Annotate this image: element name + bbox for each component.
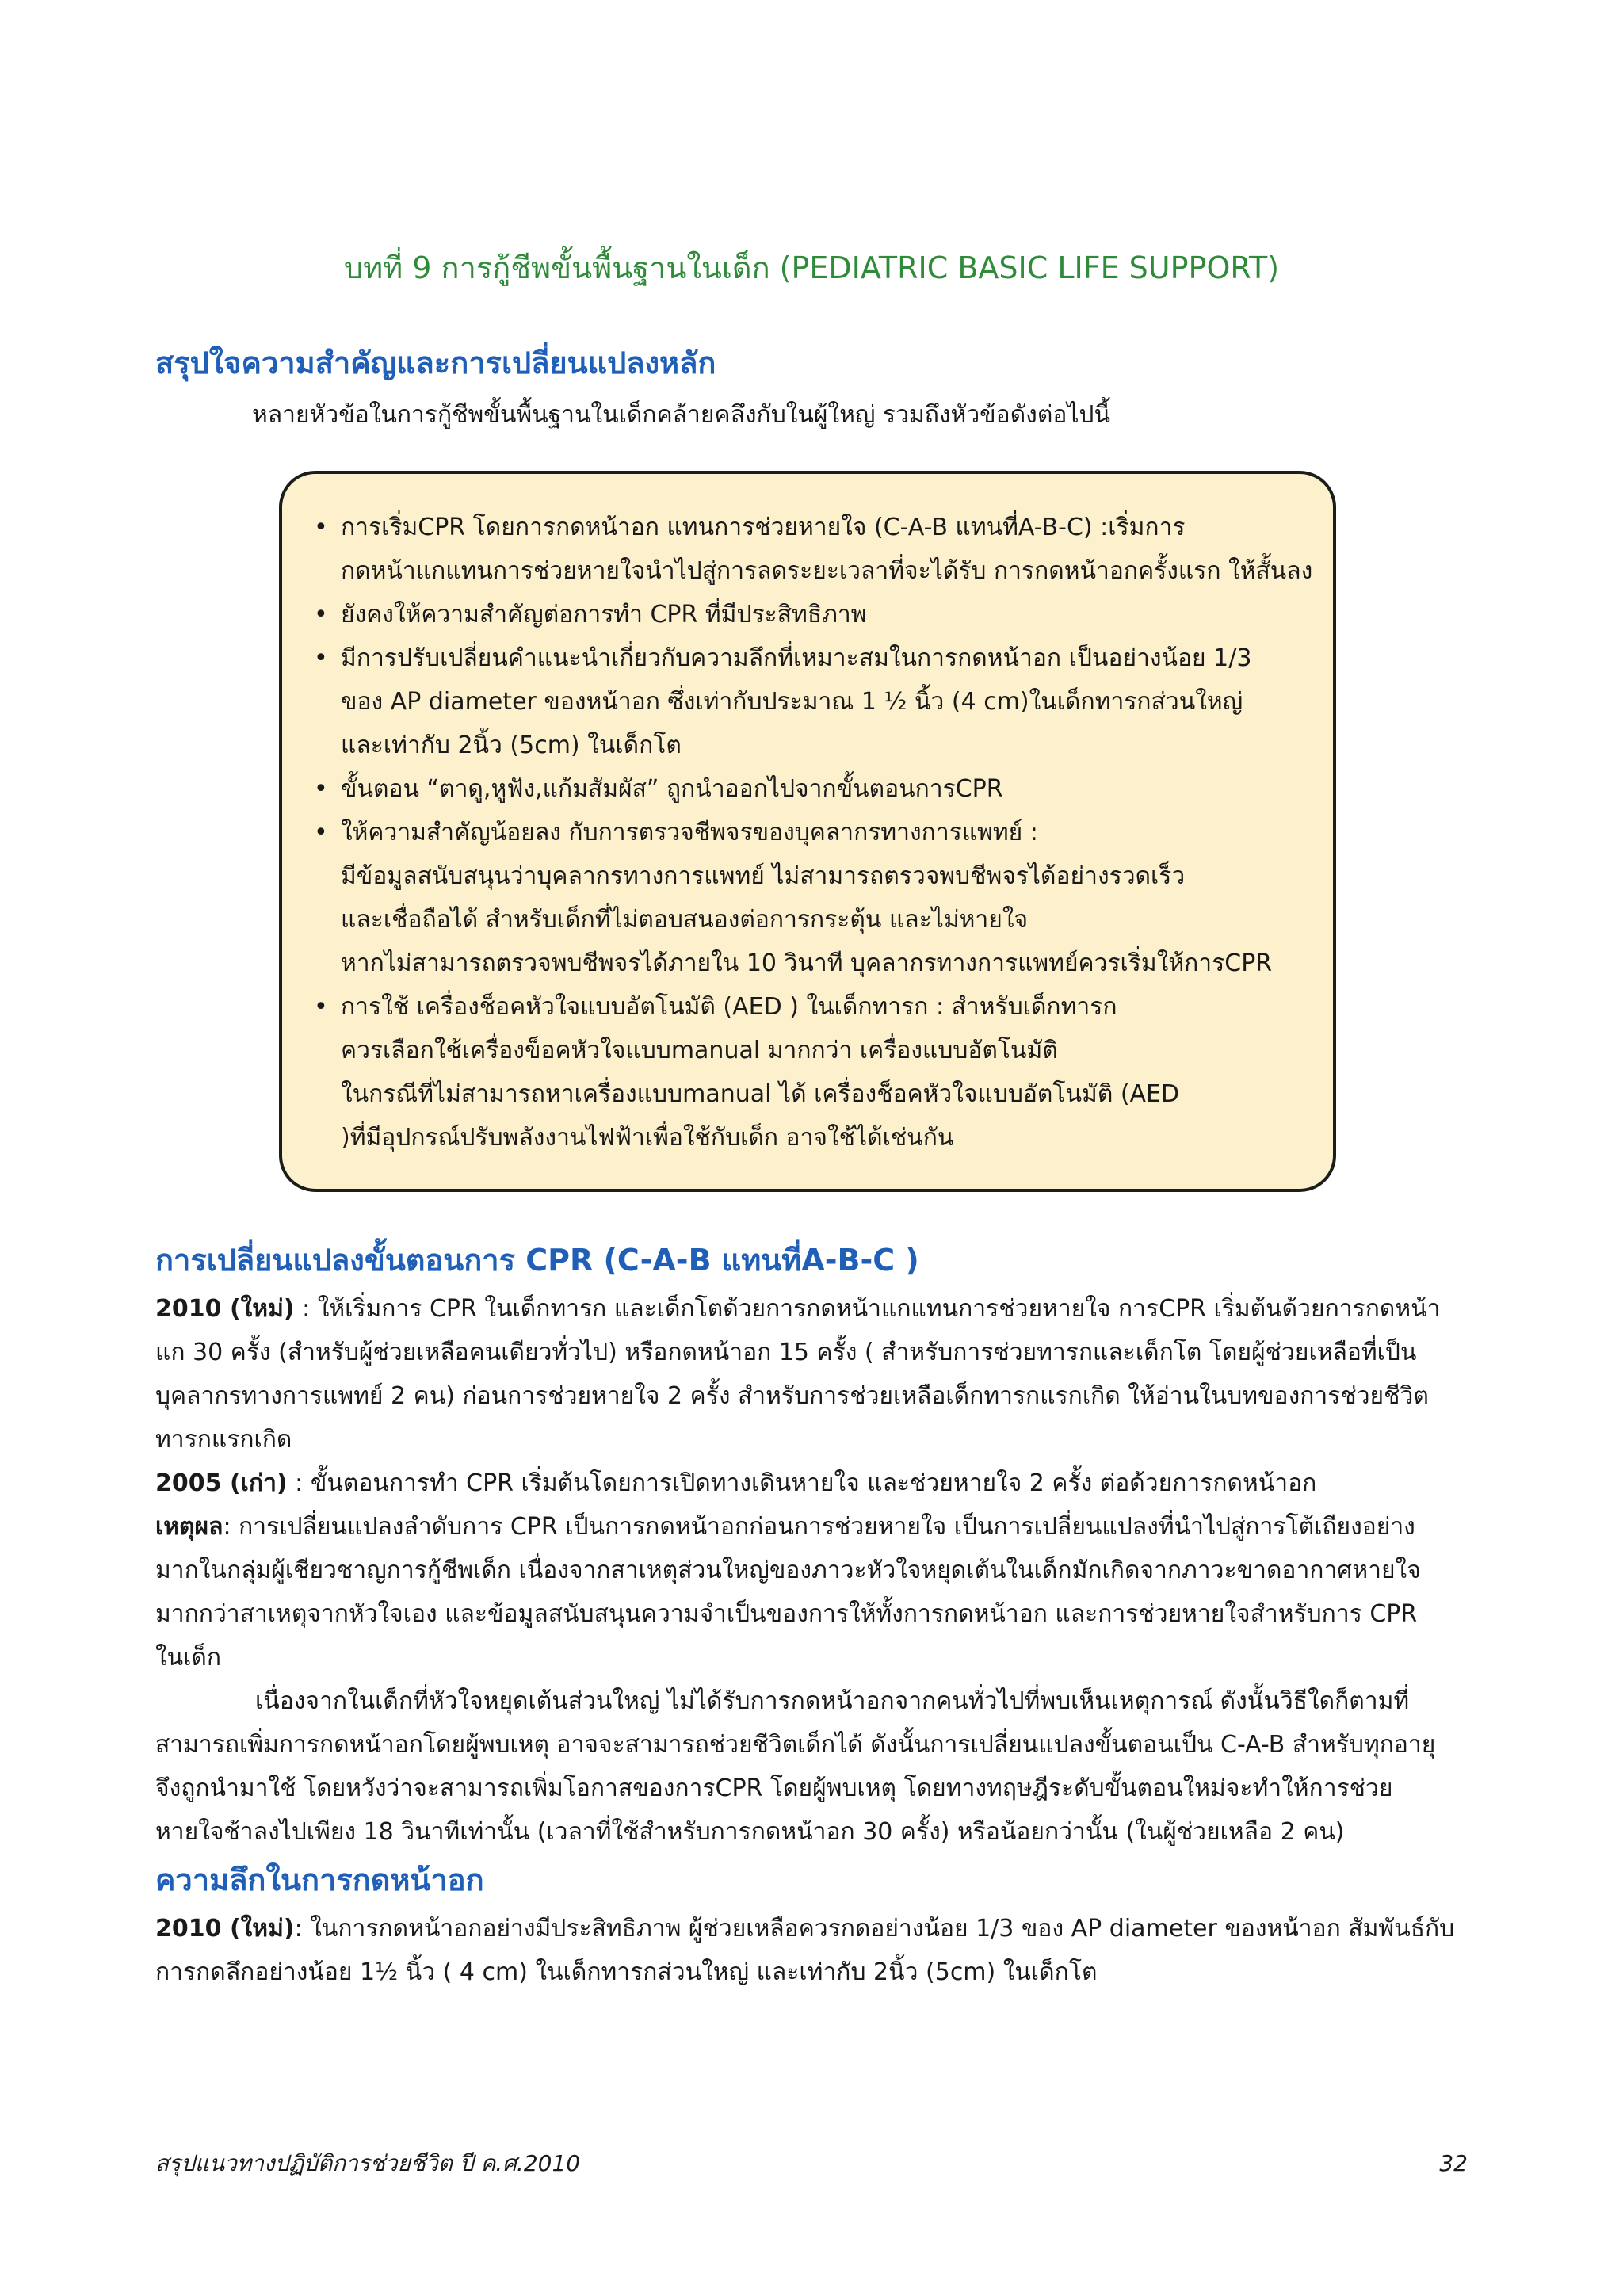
- bullet-icon: •: [314, 993, 328, 1021]
- summary-list: [309, 506, 1316, 1159]
- summary-item-cab: [309, 506, 1316, 593]
- rationale-label: เหตุผล: [155, 1513, 223, 1541]
- rationale-line: ในเด็ก: [155, 1644, 222, 1671]
- summary-heading: สรุปใจความสำคัญและการเปลี่ยนแปลงหลัก: [155, 346, 716, 380]
- summary-item-line: และเท่ากับ 2นิ้ว (5cm) ในเด็กโต: [341, 732, 682, 759]
- chapter-title: บทที่ 9 การกู้ชีพขั้นพื้นฐานในเด็ก (PEDIATRIC BASIC LIFE SUPPORT): [343, 250, 1280, 285]
- summary-item-depth: [309, 636, 1316, 767]
- new-guideline-line: บุคลากรทางการแพทย์ 2 คน) ก่อนการช่วยหายใจ 2 ครั้ง สำหรับการช่วยเหลือเด็กทารกแรกเกิด ให้อ่านในบทของการช่วยชีวิต: [155, 1382, 1429, 1410]
- page-number: 32: [1439, 2150, 1468, 2176]
- summary-item-line: ยังคงให้ความสำคัญต่อการทำ CPR ที่มีประสิทธิภาพ: [341, 601, 867, 628]
- summary-item-line: ให้ความสำคัญน้อยลง กับการตรวจชีพจรของบุคลากรทางการแพทย์ :: [341, 819, 1038, 846]
- depth-guideline-line: การกดลึกอย่างน้อย 1½ นิ้ว ( 4 cm) ในเด็กทารกส่วนใหญ่ และเท่ากับ 2นิ้ว (5cm) ในเด็กโต: [155, 1958, 1098, 1986]
- summary-item-line: การเริ่มCPR โดยการกดหน้าอก แทนการช่วยหายใจ (C-A-B แทนที่A-B-C) :เริ่มการ: [341, 514, 1186, 541]
- rationale-line: มากกว่าสาเหตุจากหัวใจเอง และข้อมูลสนับสนุนความจำเป็นของการให้ทั้งการกดหน้าอก และการช่วยหายใจสำหรับการ CPR: [155, 1600, 1418, 1628]
- summary-item-line: มีข้อมูลสนับสนุนว่าบุคลากรทางการแพทย์ ไม่สามารถตรวจพบชีพจรได้อย่างรวดเร็ว: [341, 862, 1186, 890]
- paragraph-line: หายใจช้าลงไปเพียง 18 วินาทีเท่านั้น (เวลาที่ใช้สำหรับการกดหน้าอก 30 ครั้ง) หรือน้อยกว่านั้น (ในผู้ช่วยเหลือ 2 คน): [155, 1818, 1345, 1846]
- paragraph-line: จึงถูกนำมาใช้ โดยหวังว่าจะสามารถเพิ่มโอกาสของการCPR โดยผู้พบเหตุ โดยทางทฤษฎีระดับขั้นตอนใหม่จะทำให้การช่วย: [155, 1775, 1393, 1802]
- depth-new-text: : ในการกดหน้าอกอย่างมีประสิทธิภาพ ผู้ช่วยเหลือควรกดอย่างน้อย 1/3 ของ AP diameter ของหน้าอก สัมพันธ์กับ: [294, 1915, 1455, 1943]
- summary-item-aed: [309, 985, 1316, 1159]
- cab-section-heading: การเปลี่ยนแปลงขั้นตอนการ CPR (C-A-B แทนที่A-B-C ): [155, 1243, 919, 1278]
- summary-item-line: และเชื่อถือได้ สำหรับเด็กที่ไม่ตอบสนองต่อการกระตุ้น และไม่หายใจ: [341, 906, 1029, 934]
- depth-section-heading: ความลึกในการกดหน้าอก: [155, 1862, 484, 1897]
- summary-item-line: ในกรณีที่ไม่สามารถหาเครื่องแบบmanual ได้ เครื่องช็อคหัวใจแบบอัตโนมัติ (AED: [341, 1080, 1180, 1108]
- summary-box: [279, 471, 1336, 1192]
- depth-new-label: 2010 (ใหม่): [155, 1915, 295, 1943]
- bullet-icon: •: [314, 819, 328, 846]
- new-guideline-line: แก 30 ครั้ง (สำหรับผู้ช่วยเหลือคนเดียวทั่วไป) หรือกดหน้าอก 15 ครั้ง ( สำหรับการช่วยทารกและเด็กโต โดยผู้ช่วยเหลือที่เป็น: [155, 1339, 1417, 1366]
- bullet-icon: •: [314, 644, 328, 672]
- summary-item-pulse-check: [309, 811, 1316, 985]
- summary-item-line: ควรเลือกใช้เครื่องข็อคหัวใจแบบmanual มากกว่า เครื่องแบบอัตโนมัติ: [341, 1037, 1058, 1064]
- old-guideline-text: : ขั้นตอนการทำ CPR เริ่มต้นโดยการเปิดทางเดินหายใจ และช่วยหายใจ 2 ครั้ง ต่อด้วยการกดหน้าอก: [287, 1469, 1317, 1497]
- bullet-icon: •: [314, 601, 328, 628]
- bullet-icon: •: [314, 514, 328, 541]
- summary-item-line: หากไม่สามารถตรวจพบชีพจรได้ภายใน 10 วินาที บุคลากรทางการแพทย์ควรเริ่มให้การCPR: [341, 949, 1273, 977]
- new-guideline-text: : ให้เริ่มการ CPR ในเด็กทารก และเด็กโตด้วยการกดหน้าแกแทนการช่วยหายใจ การCPR เริ่มต้นด้วยการกดหน้า: [294, 1295, 1441, 1323]
- summary-item-line: การใช้ เครื่องช็อคหัวใจแบบอัตโนมัติ (AED ) ในเด็กทารก : สำหรับเด็กทารก: [341, 993, 1117, 1021]
- new-guideline-line: ทารกแรกเกิด: [155, 1426, 292, 1454]
- bullet-icon: •: [314, 775, 328, 803]
- summary-item-line: มีการปรับเปลี่ยนคำแนะนำเกี่ยวกับความลึกที่เหมาะสมในการกดหน้าอก เป็นอย่างน้อย 1/3: [341, 644, 1252, 672]
- summary-intro: หลายหัวข้อในการกู้ชีพขั้นพื้นฐานในเด็กคล้ายคลึงกับในผู้ใหญ่ รวมถึงหัวข้อดังต่อไปนี้: [252, 401, 1110, 429]
- rationale-line: [155, 1505, 1471, 1549]
- new-guideline-line: [155, 1287, 1471, 1331]
- rationale-text: : การเปลี่ยนแปลงลำดับการ CPR เป็นการกดหน้าอกก่อนการช่วยหายใจ เป็นการเปลี่ยนแปลงที่นำไปสู่การโต้เถียงอย่าง: [223, 1513, 1415, 1541]
- summary-item-line: ของ AP diameter ของหน้าอก ซึ่งเท่ากับประมาณ 1 ½ นิ้ว (4 cm)ในเด็กทารกส่วนใหญ่: [341, 688, 1243, 716]
- summary-item-look-listen-feel: [309, 767, 1316, 811]
- summary-item-line: )ที่มีอุปกรณ์ปรับพลังงานไฟฟ้าเพื่อใช้กับเด็ก อาจใช้ได้เช่นกัน: [341, 1124, 954, 1152]
- old-guideline-line: [155, 1461, 1471, 1505]
- paragraph-line: เนื่องจากในเด็กที่หัวใจหยุดเต้นส่วนใหญ่ ไม่ได้รับการกดหน้าอกจากคนทั่วไปที่พบเห็นเหตุการณ์ ดังนั้นวิธีใดก็ตามที่: [255, 1687, 1410, 1715]
- depth-guideline-line: [155, 1907, 1471, 1950]
- new-guideline-label: 2010 (ใหม่): [155, 1295, 295, 1323]
- summary-item-quality: [309, 593, 1316, 636]
- paragraph-line: สามารถเพิ่มการกดหน้าอกโดยผู้พบเหตุ อาจจะสามารถช่วยชีวิตเด็กได้ ดังนั้นการเปลี่ยนแปลงขั้นตอนเป็น C-A-B สำหรับทุกอายุ: [155, 1731, 1436, 1759]
- summary-item-line: ขั้นตอน “ตาดู,หูฟัง,แก้มสัมผัส” ถูกนำออกไปจากขั้นตอนการCPR: [341, 775, 1003, 803]
- depth-section-body: [155, 1907, 1471, 1994]
- summary-item-line: กดหน้าแกแทนการช่วยหายใจนำไปสู่การลดระยะเวลาที่จะได้รับ การกดหน้าอกครั้งแรก ให้สั้นลง: [341, 557, 1313, 585]
- footer-title: สรุปแนวทางปฏิบัติการช่วยชีวิต ปี ค.ศ.2010: [155, 2150, 581, 2176]
- old-guideline-label: 2005 (เก่า): [155, 1469, 288, 1497]
- cab-section-body: [155, 1287, 1471, 1854]
- rationale-line: มากในกลุ่มผู้เชียวชาญการกู้ชีพเด็ก เนื่องจากสาเหตุส่วนใหญ่ของภาวะหัวใจหยุดเต้นในเด็กมักเกิดจากภาวะขาดอากาศหายใจ: [155, 1557, 1421, 1584]
